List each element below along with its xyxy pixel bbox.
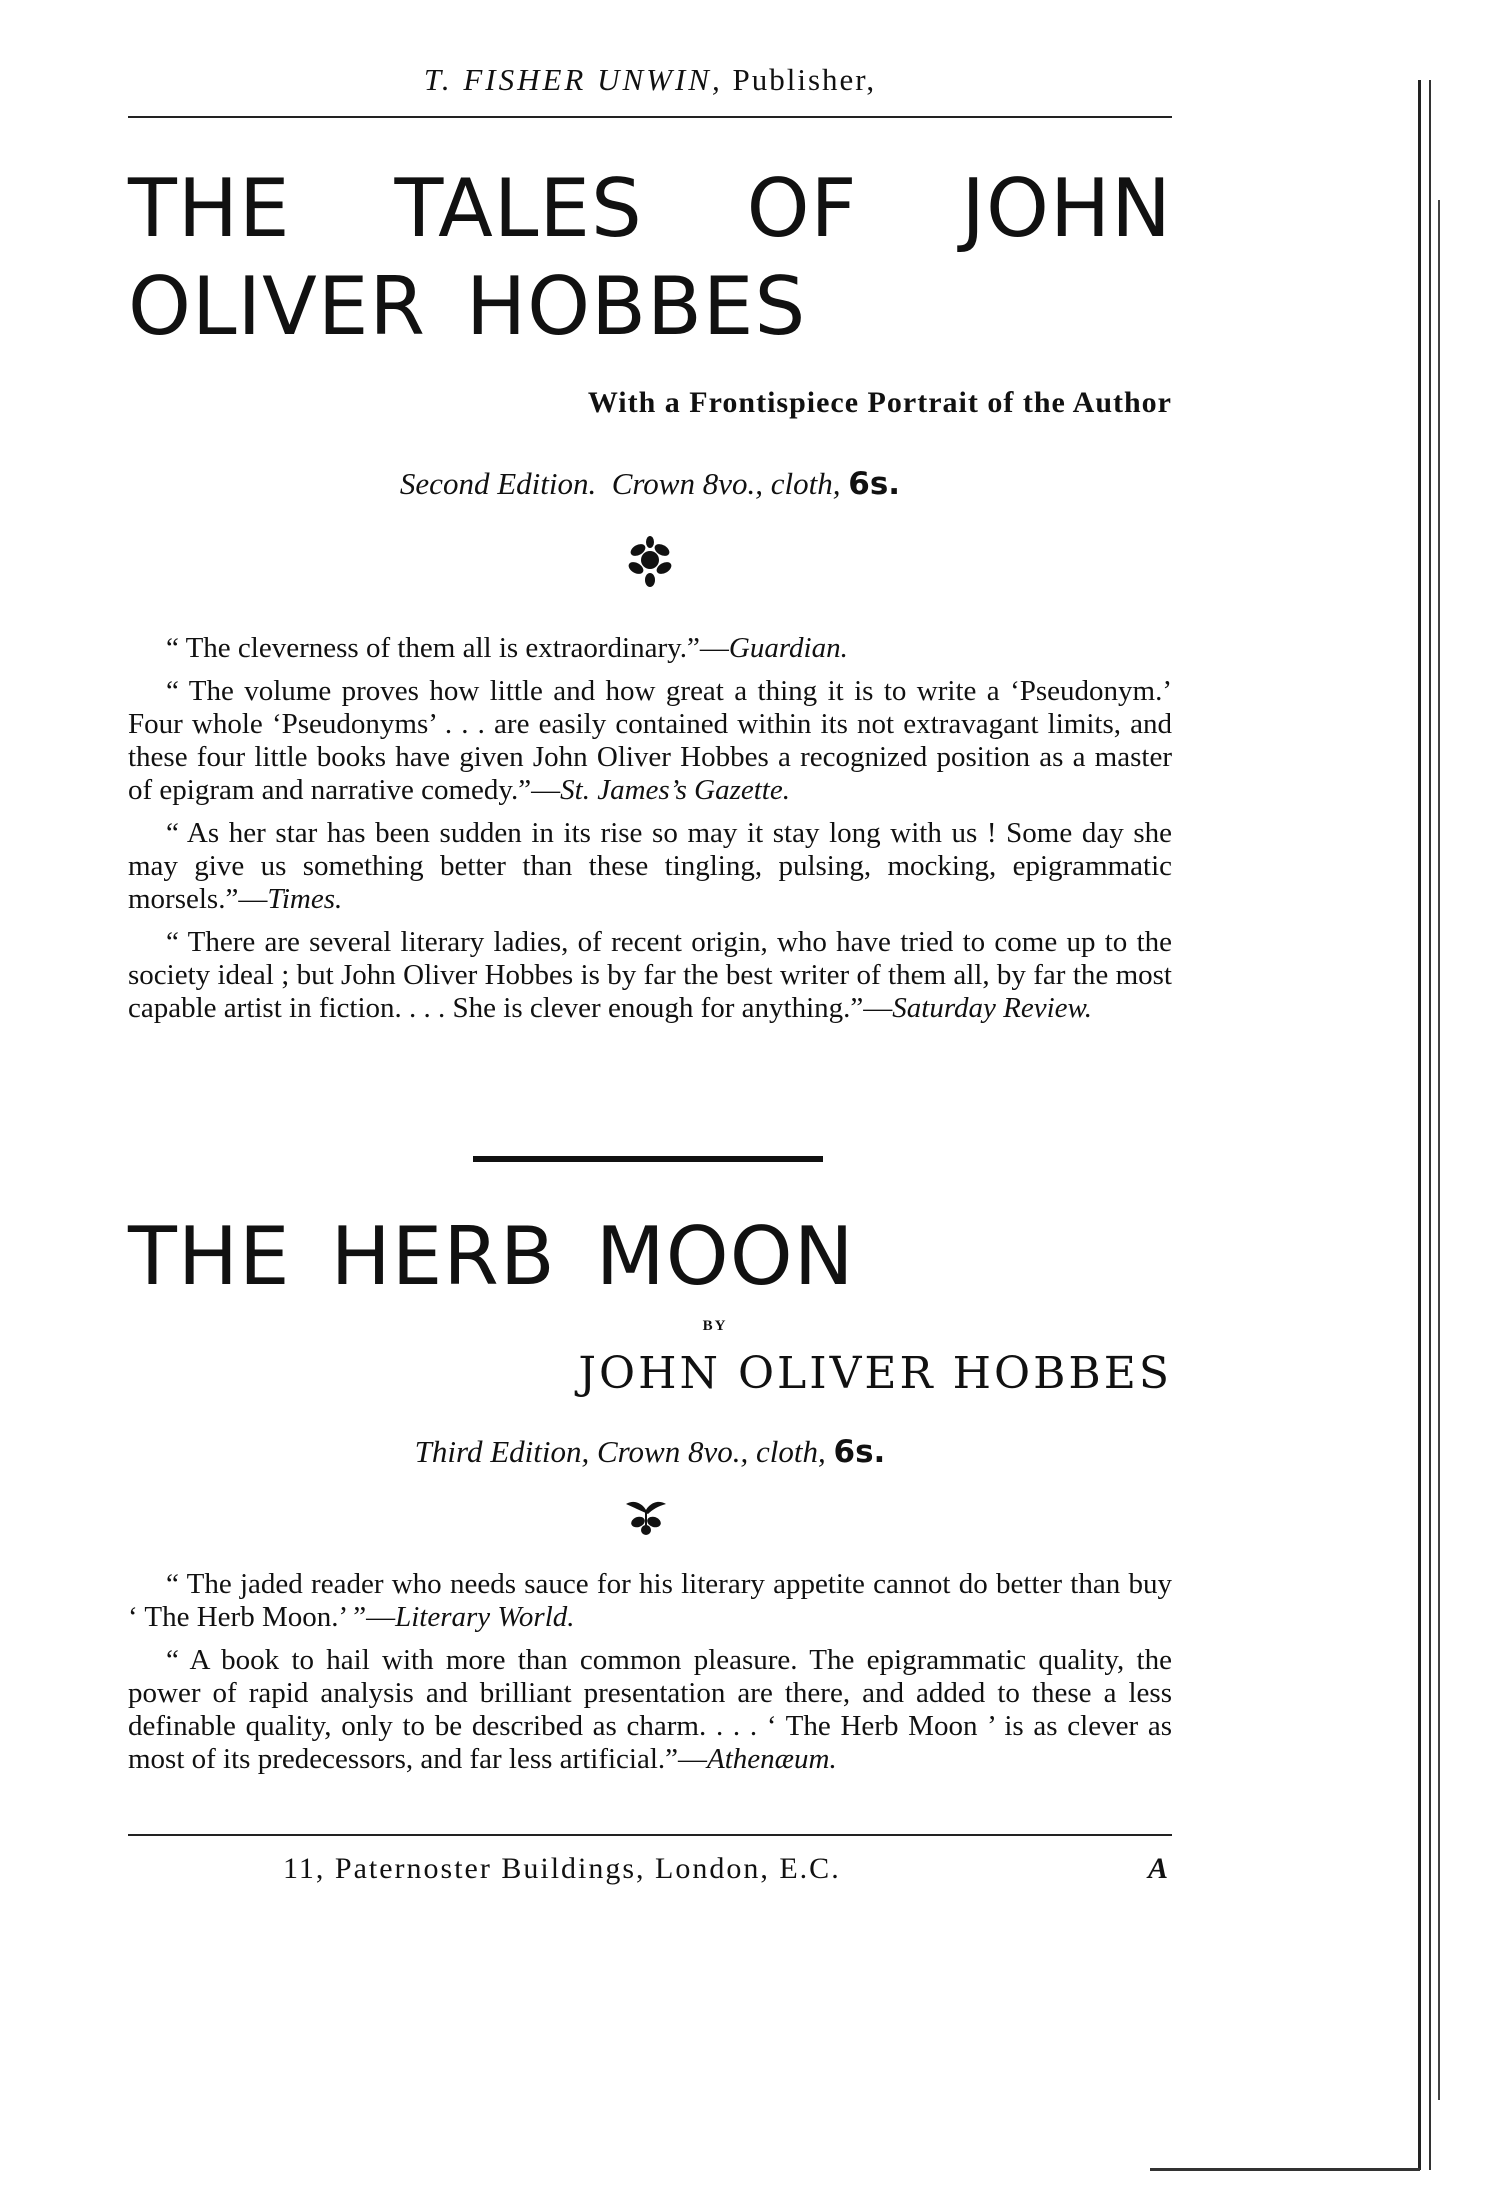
review-quote bbox=[128, 817, 1172, 916]
review-quote bbox=[128, 1568, 1172, 1634]
review-quote bbox=[128, 926, 1172, 1025]
leaf-ornament-icon bbox=[624, 1496, 668, 1536]
review-quote bbox=[128, 632, 1172, 665]
edition: Third Edition, bbox=[414, 1434, 590, 1469]
book1-title bbox=[128, 160, 1172, 356]
price: 6s. bbox=[848, 466, 901, 502]
by-label: BY bbox=[702, 1318, 728, 1334]
book2-title-line bbox=[128, 1208, 1172, 1306]
review-text: “ As her star has been sudden in its rise so may it stay long with us ! Some day she may give us something better than these tingling, pulsing, mocking, epigrammatic morsels.”— bbox=[128, 817, 1172, 915]
book2-reviews bbox=[128, 1568, 1172, 1786]
book2-author: JOHN OLIVER HOBBES bbox=[578, 1348, 1172, 1399]
title-word: MOON bbox=[595, 1210, 855, 1303]
review-source: Guardian. bbox=[728, 632, 848, 664]
title-word: THE bbox=[128, 162, 291, 255]
page-edge-bottom bbox=[1150, 2168, 1420, 2171]
book2-edition-line bbox=[128, 1434, 1172, 1470]
format: Crown 8vo., bbox=[611, 466, 763, 501]
binding: cloth, bbox=[756, 1434, 826, 1469]
review-text: “ The jaded reader who needs sauce for his literary appetite cannot do better than buy ‘ The Herb Moon.’ ”— bbox=[128, 1568, 1172, 1633]
title-word: OLIVER bbox=[128, 260, 426, 353]
title-word: HERB bbox=[330, 1210, 556, 1303]
section-divider bbox=[473, 1156, 823, 1162]
title-word: HOBBES bbox=[466, 260, 807, 353]
title-word: JOHN bbox=[961, 162, 1172, 255]
price: 6s. bbox=[833, 1434, 886, 1470]
edition: Second Edition. bbox=[399, 466, 597, 501]
title-word: TALES bbox=[394, 162, 643, 255]
review-text: “ The volume proves how little and how great a thing it is to write a ‘Pseudonym.’ Four whole ‘Pseudonyms’ . . . are easily contained within its not extravagant limits, and these four little books have given John Oliver Hobbes a recognized position as a master of epigram and narrative comedy.”— bbox=[128, 675, 1172, 806]
publisher-header bbox=[128, 62, 1172, 98]
page-edge-right bbox=[1418, 80, 1431, 2170]
title-word: OF bbox=[746, 162, 858, 255]
signature-mark: A bbox=[1147, 1852, 1170, 1885]
review-source: Times. bbox=[267, 883, 343, 915]
book1-title-line1 bbox=[128, 160, 1172, 258]
review-source: Athenæum. bbox=[707, 1743, 837, 1775]
publisher-name: T. FISHER UNWIN, bbox=[423, 62, 723, 97]
format: Crown 8vo., bbox=[596, 1434, 749, 1469]
publisher-address: 11, Paternoster Buildings, London, E.C. bbox=[283, 1852, 841, 1885]
book1-subtitle: With a Frontispiece Portrait of the Author bbox=[587, 386, 1172, 419]
binding: cloth, bbox=[770, 466, 841, 501]
review-source: Saturday Review. bbox=[892, 992, 1092, 1024]
review-quote bbox=[128, 675, 1172, 807]
review-text: “ A book to hail with more than common pleasure. The epigrammatic quality, the power of rapid analysis and brilliant presentation are there, and added to these a less definable quality, only to be described as charm. . . . ‘ The Herb Moon ’ is as clever as most of its predecessors, and far less artificial.”— bbox=[128, 1644, 1172, 1775]
book1-reviews bbox=[128, 632, 1172, 1035]
book1-edition-line bbox=[128, 466, 1172, 502]
review-source: St. James’s Gazette. bbox=[560, 774, 790, 806]
floral-ornament-icon bbox=[626, 536, 674, 588]
book1-title-line2 bbox=[128, 258, 1172, 356]
header-rule bbox=[128, 116, 1172, 118]
title-word: THE bbox=[128, 1210, 291, 1303]
footer-rule bbox=[128, 1834, 1172, 1836]
review-quote bbox=[128, 1644, 1172, 1776]
review-source: Literary World. bbox=[395, 1601, 575, 1633]
review-text: “ There are several literary ladies, of recent origin, who have tried to come up to the society ideal ; but John Oliver Hobbes is by far the best writer of them all, by far the most capable artist in fiction. . . . She is clever enough for anything.”— bbox=[128, 926, 1172, 1024]
page-edge-right-inner bbox=[1438, 200, 1440, 2100]
book2-title bbox=[128, 1208, 1172, 1306]
publisher-label: Publisher, bbox=[732, 62, 877, 97]
review-text: “ The cleverness of them all is extraordinary.”— bbox=[166, 632, 729, 664]
